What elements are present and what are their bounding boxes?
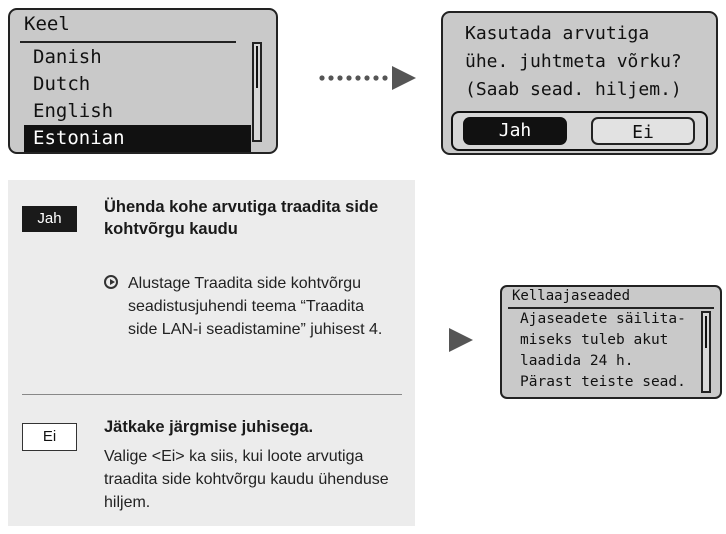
- scrollbar-thumb[interactable]: [256, 46, 258, 88]
- play-bullet-icon: [104, 275, 118, 289]
- connect-prompt-line-2: ühe. juhtmeta võrku?: [465, 51, 682, 72]
- title-divider: [20, 41, 236, 43]
- no-option-heading: Jätkake järgmise juhisega.: [104, 418, 314, 436]
- no-tag: Ei: [22, 423, 77, 451]
- title-divider: [508, 307, 714, 309]
- clock-text-line-1: Ajaseadete säilita-: [520, 311, 686, 327]
- language-item-estonian[interactable]: Estonian: [24, 125, 251, 152]
- clock-screen-title: Kellaajaseaded: [512, 288, 631, 304]
- yes-tag: Jah: [22, 206, 77, 232]
- button-row: [451, 111, 708, 151]
- divider: [22, 394, 402, 395]
- no-option-body: Valige <Ei> ka siis, kui loote arvutiga traadita side kohtvõrgu kaudu ühenduse hiljem.: [104, 448, 389, 511]
- language-screen: [8, 8, 278, 154]
- language-scrollbar[interactable]: [252, 42, 262, 142]
- wireless-connect-screen: [441, 11, 718, 155]
- yes-option-body: [104, 272, 394, 341]
- clock-scrollbar[interactable]: [701, 311, 711, 393]
- yes-button[interactable]: Jah: [463, 117, 567, 145]
- language-item-dutch[interactable]: Dutch: [33, 73, 91, 95]
- clock-text-line-2: miseks tuleb akut: [520, 332, 669, 348]
- no-button[interactable]: Ei: [591, 117, 695, 145]
- options-panel: [8, 180, 415, 526]
- language-item-english[interactable]: English: [33, 100, 114, 122]
- scrollbar-thumb[interactable]: [705, 316, 707, 348]
- yes-option-text: Alustage Traadita side kohtvõrgu seadistusjuhendi teema “Traadita side LAN-i seadistamine” juhisest 4.: [128, 275, 383, 338]
- connect-prompt-line-1: Kasutada arvutiga: [465, 23, 650, 44]
- triangle-arrow-icon: [449, 328, 473, 352]
- clock-settings-screen: [500, 285, 722, 399]
- language-item-danish[interactable]: Danish: [33, 46, 102, 68]
- language-screen-title: Keel: [24, 13, 70, 35]
- clock-text-line-3: laadida 24 h.: [520, 353, 634, 369]
- clock-text-line-4: Pärast teiste sead.: [520, 374, 686, 390]
- yes-option-heading: Ühenda kohe arvutiga traadita side kohtvõrgu kaudu: [104, 198, 379, 238]
- connect-prompt-line-3: (Saab sead. hiljem.): [465, 79, 682, 100]
- dotted-arrow-icon: [318, 66, 416, 90]
